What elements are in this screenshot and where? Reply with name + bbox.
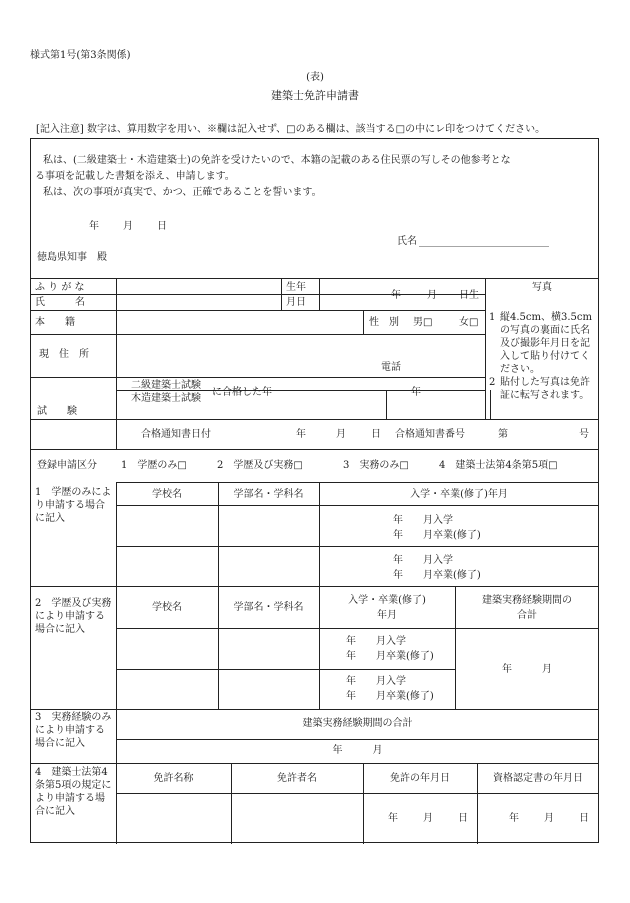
photo-note-1-num: 1 xyxy=(489,312,496,323)
section-4-cert-month[interactable]: 月 xyxy=(544,813,554,824)
section-4-cert-year[interactable]: 年 xyxy=(509,813,519,824)
section-2-col-school: 学校名 xyxy=(152,602,182,613)
section-1-enroll-1[interactable]: 年 月入学 xyxy=(393,515,453,526)
section-4-license-day[interactable]: 日 xyxy=(458,813,468,824)
section-2-exp-value[interactable]: 年 月 xyxy=(502,664,552,675)
form-id: 様式第1号(第3条関係) xyxy=(30,50,131,61)
registration-opt-2[interactable]: 2 学歴及び実務□ xyxy=(217,460,303,471)
section-4-col-date: 免許の年月日 xyxy=(390,773,450,784)
declaration-date-day[interactable]: 日 xyxy=(157,221,167,232)
birth-label-1: 生年 xyxy=(286,282,306,293)
exam-type-1: 二級建築士試験 xyxy=(131,380,201,391)
declaration-line-2: る事項を記載した書類を添え、申請します。 xyxy=(35,171,235,182)
section-2-col-dept: 学部名・学科名 xyxy=(233,602,304,613)
declaration-line-3: 私は、次の事項が真実で、かつ、正確であることを誓います。 xyxy=(43,187,322,198)
declaration-addressee: 徳島県知事 殿 xyxy=(37,252,107,263)
notice-number-dai: 第 xyxy=(498,429,508,440)
section-1-grad-1[interactable]: 年 月卒業(修了) xyxy=(393,530,481,541)
registration-opt-1[interactable]: 1 学歴のみ□ xyxy=(121,460,187,471)
address-label: 現 住 所 xyxy=(39,349,89,360)
page-title: 建築士免許申請書 xyxy=(271,89,359,102)
declaration-name-field[interactable]: __________________________ xyxy=(419,236,549,247)
section-1-grad-2[interactable]: 年 月卒業(修了) xyxy=(393,570,481,581)
photo-note-1: 縦4.5cm、横3.5cmの写真の裏面に氏名及び撮影年月日を記入して貼り付けてください。 xyxy=(500,312,592,375)
birth-month[interactable]: 月 xyxy=(427,290,437,301)
notice-month[interactable]: 月 xyxy=(336,429,346,440)
domicile-label: 本 籍 xyxy=(35,317,75,328)
photo-note-2: 貼付した写真は免許証に転写されます。 xyxy=(500,377,590,401)
notice-day[interactable]: 日 xyxy=(371,429,381,440)
phone-label: 電話 xyxy=(381,362,401,373)
section-1-col-school: 学校名 xyxy=(152,489,182,500)
form-side: (表) xyxy=(306,72,324,83)
section-4-license-year[interactable]: 年 xyxy=(388,813,398,824)
registration-opt-3[interactable]: 3 実務のみ□ xyxy=(343,460,409,471)
photo-note-2-num: 2 xyxy=(489,377,496,388)
sex-female-checkbox[interactable]: 女□ xyxy=(459,317,479,328)
sex-label: 性 別 xyxy=(369,317,399,328)
furigana-label: ふ り が な xyxy=(35,282,85,293)
notice-year[interactable]: 年 xyxy=(296,429,306,440)
sex-male-checkbox[interactable]: 男□ xyxy=(413,317,433,328)
section-1-enroll-2[interactable]: 年 月入学 xyxy=(393,555,453,566)
section-4-col-cert: 資格認定書の年月日 xyxy=(493,773,583,784)
birth-year[interactable]: 年 xyxy=(391,290,401,301)
declaration-date-month[interactable]: 月 xyxy=(123,221,133,232)
section-3-header: 建築実務経験期間の合計 xyxy=(302,718,413,729)
section-2-grad-2[interactable]: 年 月卒業(修了) xyxy=(346,691,434,702)
exam-passed-year[interactable]: 年 xyxy=(411,387,421,398)
section-4-license-month[interactable]: 月 xyxy=(423,813,433,824)
section-3-label: 3 実務経験のみにより申請する場合に記入 xyxy=(35,712,112,749)
section-4-label: 4 建築士法第4条第5項の規定により申請する場合に記入 xyxy=(35,767,112,817)
declaration-name-label: 氏名 xyxy=(397,236,417,247)
section-4-col-holder: 免許者名 xyxy=(277,773,317,784)
birth-label-2: 月日 xyxy=(286,297,306,308)
photo-header: 写真 xyxy=(532,282,552,293)
section-2-enroll-2[interactable]: 年 月入学 xyxy=(346,676,406,687)
declaration-date-year[interactable]: 年 xyxy=(89,221,99,232)
notice-number-label: 合格通知書番号 xyxy=(395,429,465,440)
notice-date-label: 合格通知書日付 xyxy=(141,429,211,440)
section-2-col-exp-1: 建築実務経験期間の xyxy=(482,595,572,606)
section-2-label: 2 学歴及び実務により申請する場合に記入 xyxy=(35,598,112,635)
section-2-col-dates-2: 年月 xyxy=(377,610,397,621)
exam-passed-label: に合格した年 xyxy=(212,387,272,398)
section-2-col-exp-2: 合計 xyxy=(517,610,537,621)
notice-number-go: 号 xyxy=(579,429,589,440)
section-2-col-dates-1: 入学・卒業(修了) xyxy=(348,595,426,606)
registration-label: 登録申請区分 xyxy=(37,460,97,471)
exam-type-2: 木造建築士試験 xyxy=(131,393,201,404)
section-3-value[interactable]: 年 月 xyxy=(332,745,383,756)
declaration-line-1: 私は、(二級建築士・木造建築士)の免許を受けたいので、本籍の記載のある住民票の写しその他参考とな xyxy=(43,155,511,166)
application-form xyxy=(30,138,599,843)
birth-day[interactable]: 日生 xyxy=(459,290,479,301)
section-1-label: 1 学歴のみにより申請する場合に記入 xyxy=(35,487,112,524)
name-label: 氏 名 xyxy=(35,297,85,308)
section-1-col-dates: 入学・卒業(修了)年月 xyxy=(410,489,508,500)
registration-opt-4[interactable]: 4 建築士法第4条第5項□ xyxy=(439,460,558,471)
section-1-col-dept: 学部名・学科名 xyxy=(233,489,304,500)
exam-label: 試 験 xyxy=(37,406,77,417)
section-4-col-license: 免許名称 xyxy=(153,773,194,784)
section-4-cert-day[interactable]: 日 xyxy=(579,813,589,824)
section-2-grad-1[interactable]: 年 月卒業(修了) xyxy=(346,651,434,662)
instructions: [記入注意] 数字は、算用数字を用い、※欄は記入せず、□のある欄は、該当する□の中にレ印をつけてください。 xyxy=(36,124,546,135)
section-2-enroll-1[interactable]: 年 月入学 xyxy=(346,636,406,647)
